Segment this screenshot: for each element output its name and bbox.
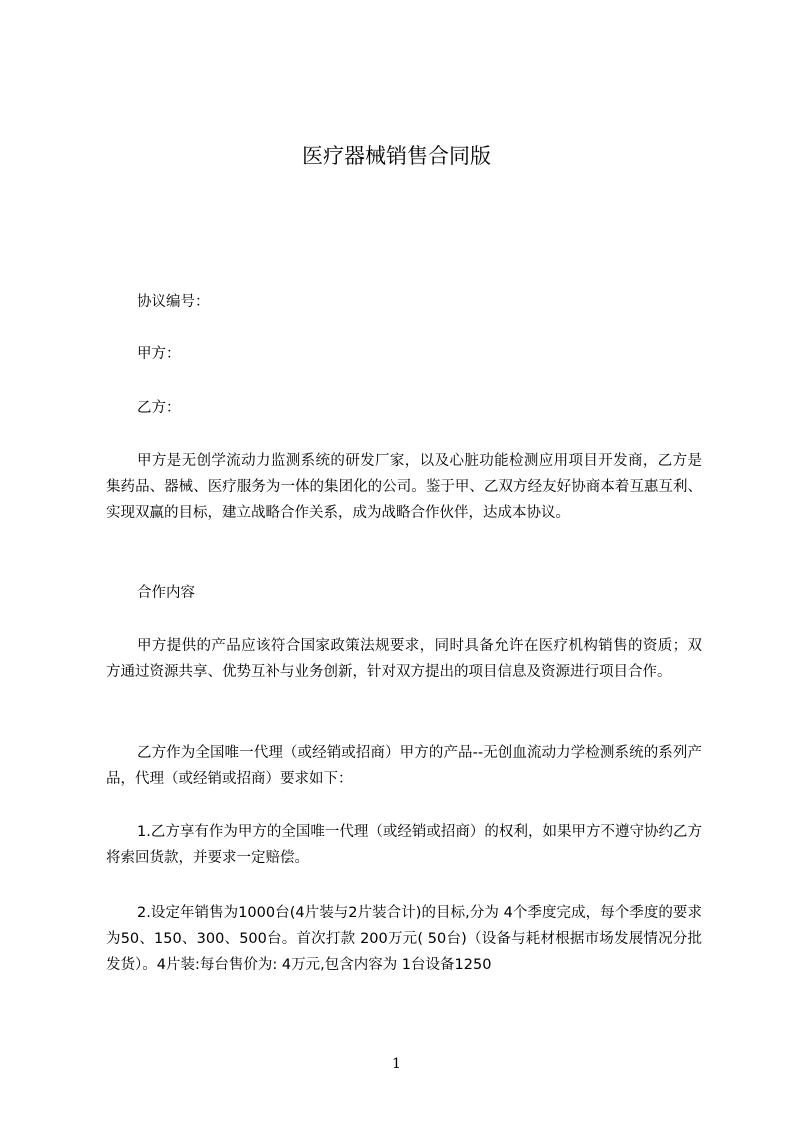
intro-paragraph: 甲方是无创学流动力监测系统的研发厂家，以及心脏功能检测应用项目开发商，乙方是集药品、器械、医疗服务为一体的集团化的公司。鉴于甲、乙双方经友好协商本着互惠互利、实现双赢的目标，建立战略合作关系，成为战略合作伙伴，达成本协议。 [106, 453, 702, 521]
agreement-number-field [137, 289, 270, 315]
party-b-field [137, 395, 241, 421]
agency-paragraph: 乙方作为全国唯一代理（或经销或招商）甲方的产品--无创血流动力学检测系统的系列产品，代理（或经销或招商）要求如下： [106, 745, 702, 787]
page-number: 1 [392, 1056, 401, 1072]
cooperation-paragraph: 甲方提供的产品应该符合国家政策法规要求，同时具备允许在医疗机构销售的资质；双方通过资源共享、优势互补与业务创新，针对双方提出的项目信息及资源进行项目合作。 [106, 638, 702, 680]
clause-2: 2.设定年销售为1000台(4片装与2片装合计)的目标,分为 4个季度完成，每个季度的要求为50、150、300、500台。首次打款 200万元( 50台)（设备与耗材根据市场发展情况分批发货）。4片装:每台售价为: 4万元,包含内容为 1台设备1250 [106, 905, 702, 973]
clause-1: 1.乙方享有作为甲方的全国唯一代理（或经销或招商）的权利，如果甲方不遵守协约乙方将索回货款，并要求一定赔偿。 [106, 824, 702, 866]
party-a-label: 甲方： [137, 346, 181, 362]
party-b-label: 乙方： [137, 400, 181, 416]
document-title: 医疗器械销售合同版 [302, 144, 491, 168]
party-a-field [137, 341, 241, 367]
section-heading: 合作内容 [137, 585, 195, 601]
agreement-number-label: 协议编号： [137, 294, 210, 310]
